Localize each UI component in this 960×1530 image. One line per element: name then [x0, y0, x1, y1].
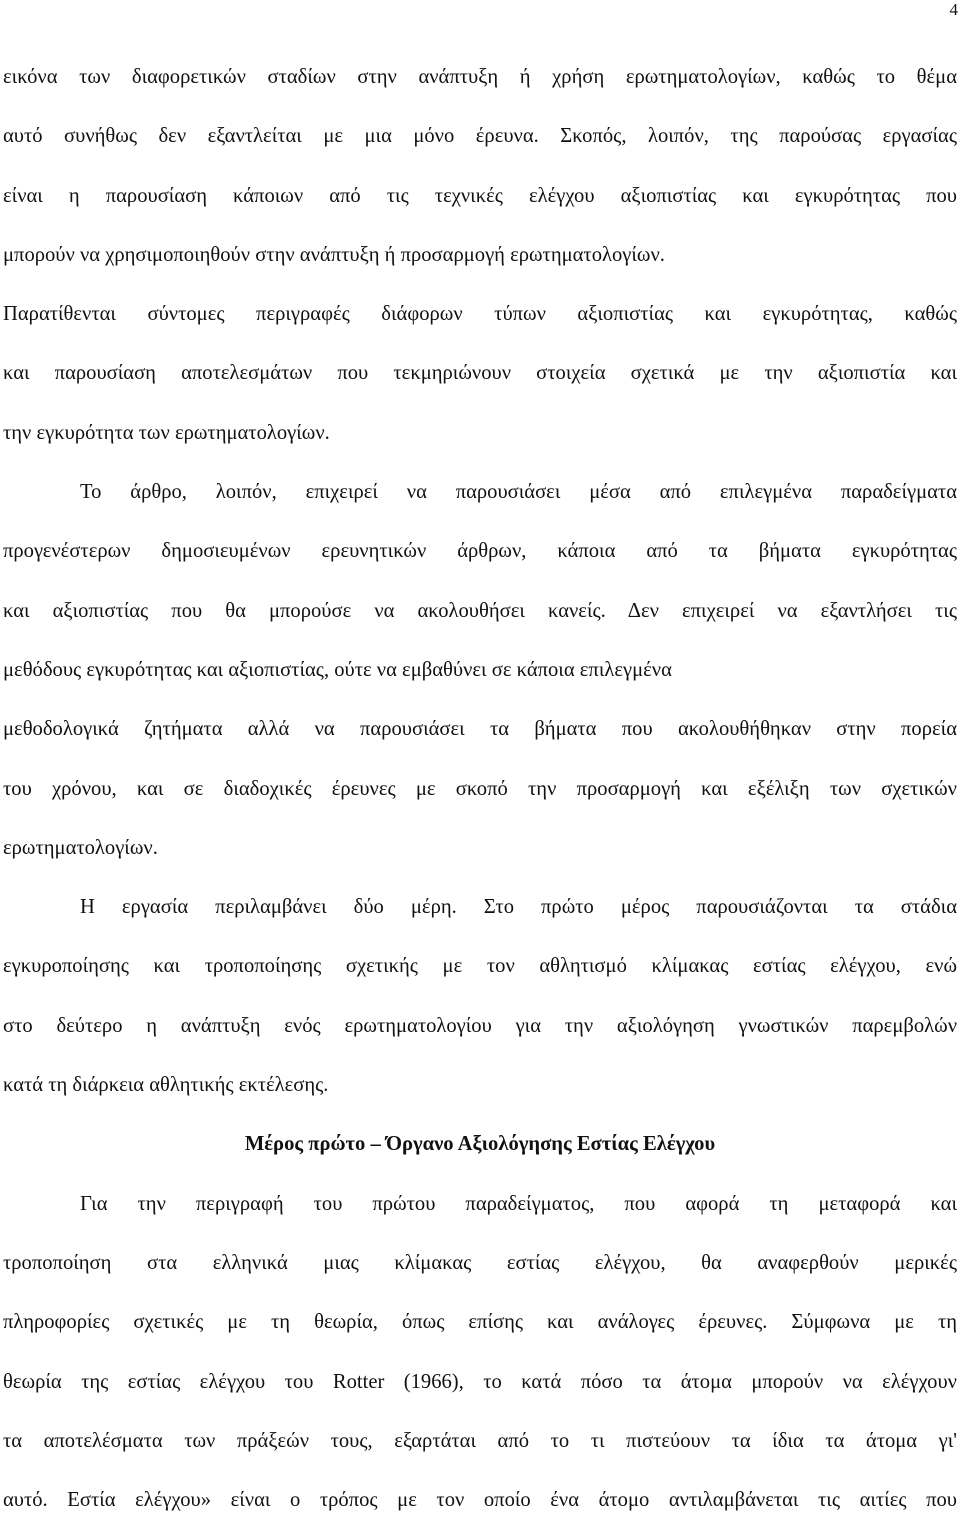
- text-line: είναι η παρουσίαση κάποιων από τις τεχνικές ελέγχου αξιοπιστίας και εγκυρότητας που: [3, 184, 957, 207]
- text-line: μεθόδους εγκυρότητας και αξιοπιστίας, ούτε να εμβαθύνει σε κάποια επιλεγμένα: [3, 658, 672, 681]
- text-line: Παρατίθενται σύντομες περιγραφές διάφορων τύπων αξιοπιστίας και εγκυρότητας, καθώς: [3, 303, 957, 326]
- text-line: τα αποτελέσματα των πράξεών τους, εξαρτάται από το τι πιστεύουν τα ίδια τα άτομα γι': [3, 1429, 957, 1452]
- paragraph-first-line: Το άρθρο, λοιπόν, επιχειρεί να παρουσιάσει μέσα από επιλεγμένα παραδείγματα: [80, 481, 957, 504]
- text-line: προγενέστερων δημοσιευμένων ερευνητικών άρθρων, κάποια από τα βήματα εγκυρότητας: [3, 540, 957, 563]
- text-line: του χρόνου, και σε διαδοχικές έρευνες με σκοπό την προσαρμογή και εξέλιξη των σχετικών: [3, 777, 957, 800]
- text-line: και αξιοπιστίας που θα μπορούσε να ακολουθήσει κανείς. Δεν επιχειρεί να εξαντλήσει τις: [3, 599, 957, 622]
- text-line: μεθοδολογικά ζητήματα αλλά να παρουσιάσει τα βήματα που ακολουθήθηκαν στην πορεία: [3, 718, 957, 741]
- text-line: στο δεύτερο η ανάπτυξη ενός ερωτηματολογίου για την αξιολόγηση γνωστικών παρεμβολών: [3, 1014, 957, 1037]
- paragraph-first-line: Για την περιγραφή του πρώτου παραδείγματος, που αφορά τη μεταφορά και: [80, 1192, 957, 1215]
- page-number: 4: [949, 0, 958, 19]
- text-line: κατά τη διάρκεια αθλητικής εκτέλεσης.: [3, 1074, 329, 1097]
- text-line: θεωρία της εστίας ελέγχου του Rotter (1966), το κατά πόσο τα άτομα μπορούν να ελέγχουν: [3, 1370, 957, 1393]
- text-line: ερωτηματολογίων.: [3, 836, 158, 859]
- text-line: και παρουσίαση αποτελεσμάτων που τεκμηριώνουν στοιχεία σχετικά με την αξιοπιστία και: [3, 362, 957, 385]
- document-body: [3, 48, 957, 1530]
- text-line: τροποποίηση στα ελληνικά μιας κλίμακας εστίας ελέγχου, θα αναφερθούν μερικές: [3, 1251, 957, 1274]
- text-line: αυτό. Εστία ελέγχου» είναι ο τρόπος με τον οποίο ένα άτομο αντιλαμβάνεται τις αιτίες που: [3, 1489, 957, 1512]
- section-heading: Μέρος πρώτο – Όργανο Αξιολόγησης Εστίας Ελέγχου: [244, 1133, 716, 1156]
- text-line: αυτό συνήθως δεν εξαντλείται με μια μόνο έρευνα. Σκοπός, λοιπόν, της παρούσας εργασίας: [3, 125, 957, 148]
- text-line: την εγκυρότητα των ερωτηματολογίων.: [3, 421, 330, 444]
- text-line: μπορούν να χρησιμοποιηθούν στην ανάπτυξη ή προσαρμογή ερωτηματολογίων.: [3, 243, 665, 266]
- text-line: πληροφορίες σχετικές με τη θεωρία, όπως επίσης και ανάλογες έρευνες. Σύμφωνα με τη: [3, 1311, 957, 1334]
- text-line: εικόνα των διαφορετικών σταδίων στην ανάπτυξη ή χρήση ερωτηματολογίων, καθώς το θέμα: [3, 66, 957, 88]
- text-line: εγκυροποίησης και τροποποίησης σχετικής με τον αθλητισμό κλίμακας εστίας ελέγχου, ενώ: [3, 955, 957, 978]
- paragraph-first-line: Η εργασία περιλαμβάνει δύο μέρη. Στο πρώτο μέρος παρουσιάζονται τα στάδια: [80, 896, 957, 919]
